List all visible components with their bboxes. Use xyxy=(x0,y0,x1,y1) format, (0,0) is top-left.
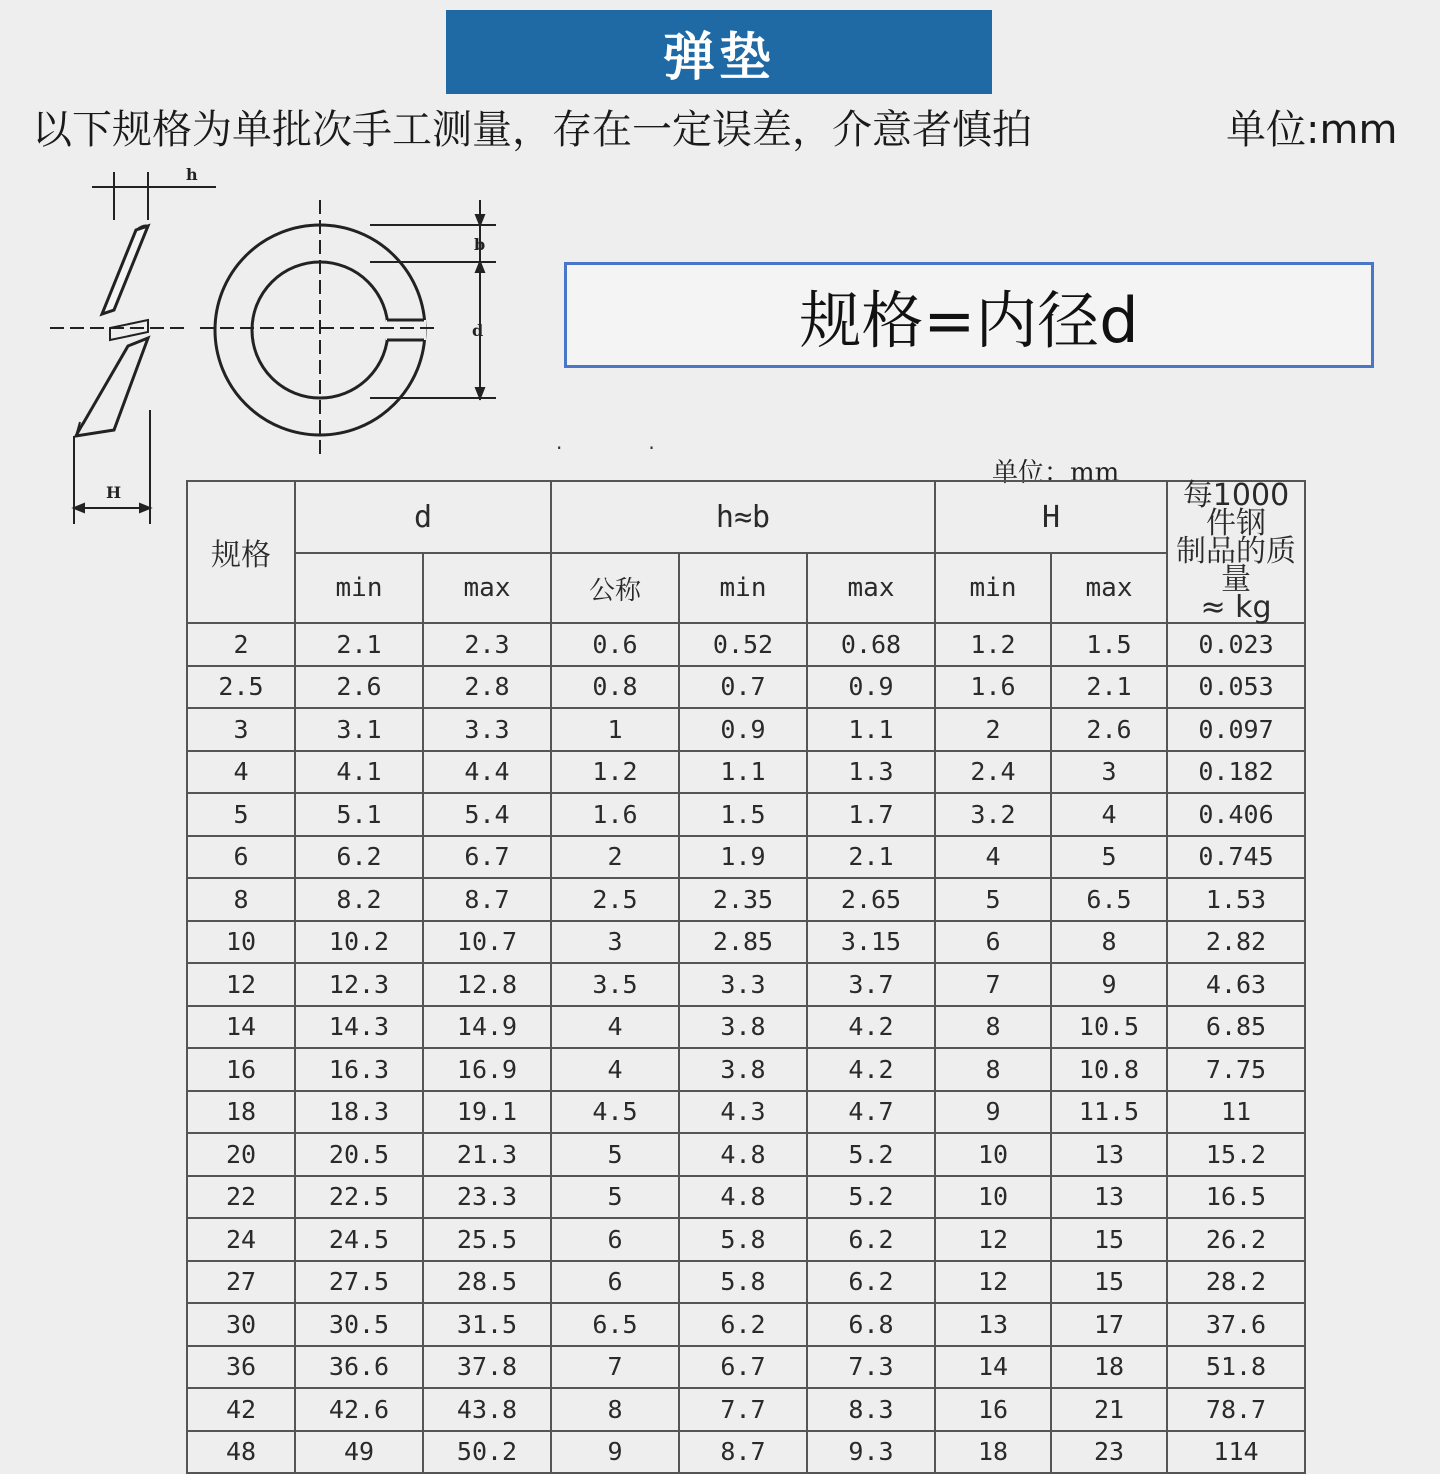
table-cell: 0.182 xyxy=(1167,751,1305,794)
table-cell: 24 xyxy=(187,1218,295,1261)
table-cell: 10 xyxy=(935,1176,1051,1219)
table-cell: 6.2 xyxy=(679,1303,807,1346)
table-cell: 8 xyxy=(1051,921,1167,964)
table-row xyxy=(187,751,1305,794)
table-cell: 3.5 xyxy=(551,963,679,1006)
table-cell: 37.8 xyxy=(423,1346,551,1389)
table-row xyxy=(187,1303,1305,1346)
subheader-d-min: min xyxy=(295,553,423,623)
table-cell: 6.5 xyxy=(1051,878,1167,921)
table-cell: 51.8 xyxy=(1167,1346,1305,1389)
table-cell: 9 xyxy=(935,1091,1051,1134)
table-cell: 36.6 xyxy=(295,1346,423,1389)
table-cell: 6 xyxy=(551,1218,679,1261)
subheader-hb-nominal: 公称 xyxy=(551,553,679,623)
table-cell: 18.3 xyxy=(295,1091,423,1134)
table-cell: 3 xyxy=(1051,751,1167,794)
table-cell: 4.63 xyxy=(1167,963,1305,1006)
table-cell: 0.7 xyxy=(679,666,807,709)
table-row xyxy=(187,1006,1305,1049)
table-cell: 5 xyxy=(935,878,1051,921)
table-row xyxy=(187,1133,1305,1176)
table-cell: 4 xyxy=(1051,793,1167,836)
table-row xyxy=(187,793,1305,836)
table-cell: 12 xyxy=(935,1218,1051,1261)
table-cell: 3.8 xyxy=(679,1048,807,1091)
table-cell: 6.85 xyxy=(1167,1006,1305,1049)
table-cell: 8.7 xyxy=(423,878,551,921)
table-cell: 8 xyxy=(551,1388,679,1431)
label-h: h xyxy=(186,165,198,184)
table-cell: 2.6 xyxy=(295,666,423,709)
table-cell: 8 xyxy=(935,1006,1051,1049)
table-cell: 0.053 xyxy=(1167,666,1305,709)
table-row xyxy=(187,708,1305,751)
table-cell: 6 xyxy=(935,921,1051,964)
table-cell: 30 xyxy=(187,1303,295,1346)
table-cell: 6 xyxy=(187,836,295,879)
table-cell: 2.5 xyxy=(187,666,295,709)
table-cell: 5.8 xyxy=(679,1261,807,1304)
table-cell: 3.2 xyxy=(935,793,1051,836)
table-cell: 6 xyxy=(551,1261,679,1304)
header-mass-line-2: 制品的质量 xyxy=(1176,534,1296,597)
table-cell: 1.7 xyxy=(807,793,935,836)
table-cell: 4.2 xyxy=(807,1048,935,1091)
table-cell: 2.85 xyxy=(679,921,807,964)
table-cell: 5 xyxy=(1051,836,1167,879)
header-d: d xyxy=(295,481,551,553)
table-cell: 30.5 xyxy=(295,1303,423,1346)
table-cell: 37.6 xyxy=(1167,1303,1305,1346)
table-cell: 10.7 xyxy=(423,921,551,964)
table-cell: 1.53 xyxy=(1167,878,1305,921)
table-cell: 1.6 xyxy=(935,666,1051,709)
table-header-row xyxy=(187,481,1305,553)
header-mass xyxy=(1167,478,1305,625)
table-cell: 18 xyxy=(187,1091,295,1134)
table-cell: 2.6 xyxy=(1051,708,1167,751)
table-cell: 0.9 xyxy=(679,708,807,751)
table-cell: 1.1 xyxy=(679,751,807,794)
table-cell: 26.2 xyxy=(1167,1218,1305,1261)
table-cell: 21 xyxy=(1051,1388,1167,1431)
spring-washer-diagram xyxy=(40,160,560,530)
table-cell: 8.3 xyxy=(807,1388,935,1431)
table-cell: 20 xyxy=(187,1133,295,1176)
table-cell: 0.9 xyxy=(807,666,935,709)
table-cell: 10.5 xyxy=(1051,1006,1167,1049)
table-cell: 0.097 xyxy=(1167,708,1305,751)
table-cell: 5.4 xyxy=(423,793,551,836)
table-cell: 2.1 xyxy=(1051,666,1167,709)
table-cell: 31.5 xyxy=(423,1303,551,1346)
table-cell: 4 xyxy=(551,1048,679,1091)
table-cell: 8 xyxy=(935,1048,1051,1091)
table-cell: 13 xyxy=(935,1303,1051,1346)
table-cell: 17 xyxy=(1051,1303,1167,1346)
table-cell: 48 xyxy=(187,1431,295,1474)
table-cell: 1.9 xyxy=(679,836,807,879)
table-cell: 1.2 xyxy=(551,751,679,794)
table-cell: 2.82 xyxy=(1167,921,1305,964)
table-cell: 4.4 xyxy=(423,751,551,794)
table-cell: 4.3 xyxy=(679,1091,807,1134)
table-cell: 6.2 xyxy=(807,1261,935,1304)
table-cell: 42.6 xyxy=(295,1388,423,1431)
spec-definition: 规格=内径d xyxy=(799,283,1139,357)
table-row xyxy=(187,666,1305,709)
table-cell: 13 xyxy=(1051,1176,1167,1219)
table-cell: 6.7 xyxy=(423,836,551,879)
table-row xyxy=(187,623,1305,666)
table-cell: 78.7 xyxy=(1167,1388,1305,1431)
table-cell: 1 xyxy=(551,708,679,751)
table-row xyxy=(187,963,1305,1006)
table-cell: 4.1 xyxy=(295,751,423,794)
measurement-notice: 以下规格为单批次手工测量，存在一定误差，介意者慎拍 xyxy=(32,107,1032,153)
table-cell: 1.5 xyxy=(679,793,807,836)
table-cell: 4.7 xyxy=(807,1091,935,1134)
table-row xyxy=(187,878,1305,921)
header-mass-line-3: ≈ kg xyxy=(1200,590,1272,625)
table-cell: 12.8 xyxy=(423,963,551,1006)
table-row xyxy=(187,836,1305,879)
washer-front-view xyxy=(200,200,496,460)
table-cell: 3.1 xyxy=(295,708,423,751)
table-cell: 10 xyxy=(935,1133,1051,1176)
table-cell: 14.3 xyxy=(295,1006,423,1049)
table-cell: 4.2 xyxy=(807,1006,935,1049)
table-cell: 8.2 xyxy=(295,878,423,921)
table-cell: 0.68 xyxy=(807,623,935,666)
header-mass-line-1: 每1000件钢 xyxy=(1182,478,1290,541)
subheader-H-min: min xyxy=(935,553,1051,623)
table-cell: 9 xyxy=(551,1431,679,1474)
table-cell: 20.5 xyxy=(295,1133,423,1176)
table-cell: 49 xyxy=(295,1431,423,1474)
table-cell: 1.6 xyxy=(551,793,679,836)
table-cell: 16.9 xyxy=(423,1048,551,1091)
table-cell: 25.5 xyxy=(423,1218,551,1261)
decorative-dots: ·· xyxy=(556,436,741,460)
table-cell: 28.5 xyxy=(423,1261,551,1304)
table-cell: 3.8 xyxy=(679,1006,807,1049)
table-cell: 21.3 xyxy=(423,1133,551,1176)
table-cell: 18 xyxy=(935,1431,1051,1474)
table-cell: 0.6 xyxy=(551,623,679,666)
table-cell: 15 xyxy=(1051,1218,1167,1261)
table-row xyxy=(187,1346,1305,1389)
table-cell: 12 xyxy=(935,1261,1051,1304)
spec-definition-box xyxy=(564,262,1374,368)
table-cell: 2.5 xyxy=(551,878,679,921)
table-cell: 27.5 xyxy=(295,1261,423,1304)
table-cell: 27 xyxy=(187,1261,295,1304)
table-cell: 23.3 xyxy=(423,1176,551,1219)
spring-washer-spec-table xyxy=(186,480,1306,1474)
table-cell: 2 xyxy=(935,708,1051,751)
table-cell: 14 xyxy=(187,1006,295,1049)
table-cell: 11 xyxy=(1167,1091,1305,1134)
table-cell: 14.9 xyxy=(423,1006,551,1049)
table-cell: 9 xyxy=(1051,963,1167,1006)
table-cell: 2.8 xyxy=(423,666,551,709)
table-cell: 3.7 xyxy=(807,963,935,1006)
table-cell: 2.3 xyxy=(423,623,551,666)
table-cell: 15.2 xyxy=(1167,1133,1305,1176)
table-cell: 2.4 xyxy=(935,751,1051,794)
table-cell: 12.3 xyxy=(295,963,423,1006)
table-cell: 1.3 xyxy=(807,751,935,794)
table-cell: 4.8 xyxy=(679,1133,807,1176)
table-cell: 7.3 xyxy=(807,1346,935,1389)
table-cell: 7.75 xyxy=(1167,1048,1305,1091)
table-cell: 1.2 xyxy=(935,623,1051,666)
table-row xyxy=(187,1218,1305,1261)
table-row xyxy=(187,1048,1305,1091)
subheader-d-max: max xyxy=(423,553,551,623)
table-cell: 11.5 xyxy=(1051,1091,1167,1134)
table-cell: 4.8 xyxy=(679,1176,807,1219)
table-cell: 2.1 xyxy=(807,836,935,879)
table-row xyxy=(187,1176,1305,1219)
subheader-hb-max: max xyxy=(807,553,935,623)
table-cell: 10.8 xyxy=(1051,1048,1167,1091)
table-cell: 7.7 xyxy=(679,1388,807,1431)
table-cell: 28.2 xyxy=(1167,1261,1305,1304)
label-H: H xyxy=(106,483,122,502)
table-cell: 3.3 xyxy=(423,708,551,751)
table-cell: 5.2 xyxy=(807,1176,935,1219)
table-cell: 4 xyxy=(935,836,1051,879)
table-cell: 10 xyxy=(187,921,295,964)
table-row xyxy=(187,1261,1305,1304)
table-cell: 6.2 xyxy=(295,836,423,879)
page-title: 弹垫 xyxy=(662,27,775,88)
table-cell: 8.7 xyxy=(679,1431,807,1474)
header-H: H xyxy=(935,481,1167,553)
table-cell: 19.1 xyxy=(423,1091,551,1134)
table-cell: 43.8 xyxy=(423,1388,551,1431)
table-cell: 36 xyxy=(187,1346,295,1389)
table-cell: 2.35 xyxy=(679,878,807,921)
table-cell: 2 xyxy=(187,623,295,666)
table-cell: 5.1 xyxy=(295,793,423,836)
table-cell: 7 xyxy=(935,963,1051,1006)
table-cell: 6.2 xyxy=(807,1218,935,1261)
table-cell: 22.5 xyxy=(295,1176,423,1219)
table-cell: 2 xyxy=(551,836,679,879)
table-row xyxy=(187,1388,1305,1431)
table-cell: 14 xyxy=(935,1346,1051,1389)
subheader-hb-min: min xyxy=(679,553,807,623)
table-cell: 3 xyxy=(551,921,679,964)
table-cell: 7 xyxy=(551,1346,679,1389)
table-cell: 9.3 xyxy=(807,1431,935,1474)
table-cell: 0.745 xyxy=(1167,836,1305,879)
table-cell: 42 xyxy=(187,1388,295,1431)
table-cell: 5 xyxy=(551,1176,679,1219)
table-cell: 0.406 xyxy=(1167,793,1305,836)
table-row xyxy=(187,921,1305,964)
table-row xyxy=(187,1431,1305,1474)
table-cell: 23 xyxy=(1051,1431,1167,1474)
header-spec: 规格 xyxy=(187,481,295,623)
table-cell: 16.3 xyxy=(295,1048,423,1091)
label-b: b xyxy=(474,235,486,254)
table-cell: 3 xyxy=(187,708,295,751)
table-cell: 22 xyxy=(187,1176,295,1219)
title-banner xyxy=(446,10,992,94)
table-cell: 13 xyxy=(1051,1133,1167,1176)
washer-side-view xyxy=(50,172,216,524)
table-cell: 0.8 xyxy=(551,666,679,709)
table-cell: 3.15 xyxy=(807,921,935,964)
table-cell: 4 xyxy=(551,1006,679,1049)
table-row xyxy=(187,1091,1305,1134)
table-cell: 2.65 xyxy=(807,878,935,921)
table-cell: 24.5 xyxy=(295,1218,423,1261)
table-cell: 50.2 xyxy=(423,1431,551,1474)
table-cell: 16 xyxy=(187,1048,295,1091)
unit-label: 单位:mm xyxy=(1226,107,1398,153)
table-subheader-row xyxy=(187,553,1305,623)
table-cell: 5 xyxy=(551,1133,679,1176)
table-cell: 5.2 xyxy=(807,1133,935,1176)
table-cell: 8 xyxy=(187,878,295,921)
table-cell: 15 xyxy=(1051,1261,1167,1304)
table-cell: 16 xyxy=(935,1388,1051,1431)
table-cell: 5.8 xyxy=(679,1218,807,1261)
table-cell: 6.7 xyxy=(679,1346,807,1389)
table-cell: 4.5 xyxy=(551,1091,679,1134)
table-cell: 5 xyxy=(187,793,295,836)
table-cell: 0.52 xyxy=(679,623,807,666)
label-d: d xyxy=(472,321,484,340)
table-cell: 1.1 xyxy=(807,708,935,751)
table-cell: 6.8 xyxy=(807,1303,935,1346)
table-cell: 16.5 xyxy=(1167,1176,1305,1219)
table-cell: 18 xyxy=(1051,1346,1167,1389)
table-cell: 6.5 xyxy=(551,1303,679,1346)
table-cell: 10.2 xyxy=(295,921,423,964)
table-cell: 114 xyxy=(1167,1431,1305,1474)
table-cell: 4 xyxy=(187,751,295,794)
table-cell: 1.5 xyxy=(1051,623,1167,666)
table-cell: 0.023 xyxy=(1167,623,1305,666)
table-cell: 12 xyxy=(187,963,295,1006)
table-unit-label: 单位：mm xyxy=(992,458,1120,488)
subheader-H-max: max xyxy=(1051,553,1167,623)
header-hb: h≈b xyxy=(551,481,935,553)
table-cell: 3.3 xyxy=(679,963,807,1006)
table-cell: 2.1 xyxy=(295,623,423,666)
